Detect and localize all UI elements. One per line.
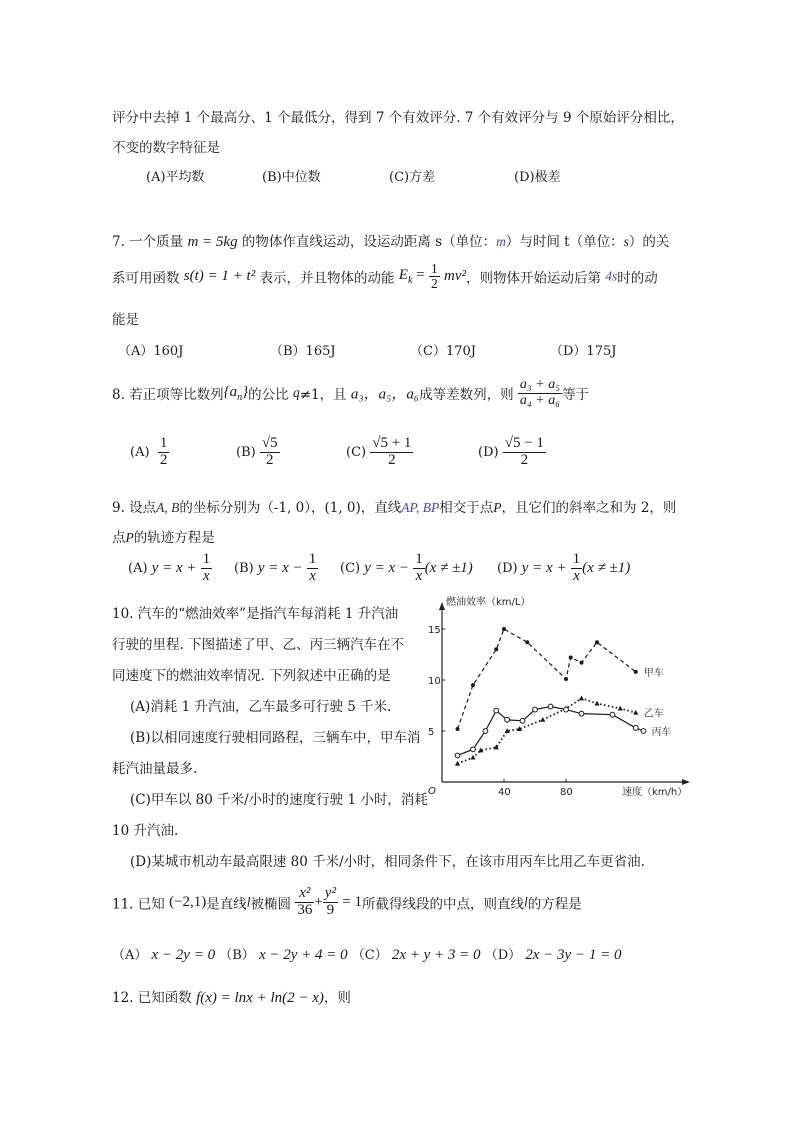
q7-energy-symbol bbox=[398, 267, 425, 287]
x-axis-label: 速度（km/h） bbox=[622, 787, 688, 798]
data-point bbox=[633, 710, 638, 715]
q9-a-fraction bbox=[201, 552, 213, 585]
origin-label: O bbox=[428, 786, 436, 797]
series-label: 丙车 bbox=[651, 727, 672, 738]
q6-option-d: (D)极差 bbox=[514, 170, 561, 185]
q8-text: 等于 bbox=[562, 387, 590, 404]
data-point bbox=[533, 707, 538, 712]
data-point bbox=[548, 704, 553, 709]
q11-text: 是直线 bbox=[206, 896, 247, 913]
q11-e1-num: x² bbox=[295, 886, 314, 903]
q11-d-expr: 2x − 3y − 1 = 0 bbox=[525, 947, 622, 963]
q9-c-fraction bbox=[413, 552, 425, 585]
q9-b-den: x bbox=[309, 567, 316, 584]
q11-text: 所截得线段的中点，则直线 bbox=[361, 896, 524, 913]
q7-unit-m: m bbox=[496, 234, 506, 249]
q8-b-den: 2 bbox=[265, 451, 274, 468]
q9-b-num: 1 bbox=[308, 551, 317, 567]
q8-text: 的公比 bbox=[248, 387, 289, 404]
q9-option-a bbox=[128, 552, 212, 585]
data-point bbox=[579, 696, 584, 701]
q8-d-fraction bbox=[503, 436, 546, 469]
data-point bbox=[470, 755, 475, 760]
q9-d-fraction bbox=[571, 552, 583, 585]
data-point bbox=[494, 647, 498, 651]
q6-option-c: (C)方差 bbox=[389, 170, 436, 185]
q11-point: (−2,1) bbox=[169, 893, 207, 910]
q7-line1 bbox=[112, 230, 669, 251]
q7-half-fraction bbox=[429, 262, 440, 291]
q8-a-num: 1 bbox=[159, 435, 168, 451]
q11-e1-den: 36 bbox=[297, 901, 313, 918]
q7-text: 7. 一个质量 bbox=[112, 234, 184, 250]
q11-plus: + bbox=[314, 893, 323, 910]
q8-seq-end: } bbox=[242, 383, 249, 400]
q12-line1 bbox=[112, 986, 351, 1007]
q9-line1 bbox=[112, 496, 676, 516]
q10-option-c-line2: 10 升汽油. bbox=[112, 823, 179, 839]
q8-c-num: √5 + 1 bbox=[372, 435, 412, 451]
q8-a-fraction bbox=[158, 436, 170, 469]
q9-option-b bbox=[234, 552, 318, 585]
q9-a-den: x bbox=[203, 567, 210, 584]
q8-seq: {a bbox=[223, 383, 238, 400]
data-point bbox=[483, 729, 488, 734]
q7-function: s(t) = 1 + t² bbox=[183, 268, 256, 285]
q7-text: 的物体作直线运动，设运动距离 s（单位： bbox=[241, 234, 497, 250]
data-point bbox=[455, 753, 460, 758]
data-point bbox=[634, 670, 638, 674]
q7-text: 时的动 bbox=[617, 270, 658, 287]
q8-frac-den: a₄ + a₆ bbox=[519, 392, 561, 408]
data-point bbox=[525, 640, 529, 644]
q8-c-fraction bbox=[370, 436, 413, 469]
q9-text: ，且它们的斜率之和为 2，则 bbox=[501, 500, 677, 516]
q7-time: 4s bbox=[605, 268, 618, 284]
q8-d-label: (D) bbox=[478, 444, 499, 460]
q9-text: 9. 设点 bbox=[112, 500, 157, 516]
q8-c-den: 2 bbox=[388, 451, 396, 468]
q8-b-label: (B) bbox=[236, 444, 256, 460]
q11-e2-num: y² bbox=[324, 885, 336, 901]
q9-c-num: 1 bbox=[415, 551, 423, 567]
data-point bbox=[505, 717, 510, 722]
data-point bbox=[520, 718, 525, 723]
q11-d-label: （D） bbox=[484, 948, 522, 963]
q8-d-num: √5 − 1 bbox=[504, 435, 544, 451]
q8-c-label: (C) bbox=[346, 444, 367, 460]
q8-seq-sub: n bbox=[237, 391, 243, 403]
q7-line3: 能是 bbox=[112, 312, 139, 328]
q9-c-cond: (x ≠ ±1) bbox=[424, 559, 473, 576]
q8-ratio-symbol: q bbox=[292, 385, 300, 401]
q9-d-cond: (x ≠ ±1) bbox=[582, 559, 631, 576]
y-tick-label: 15 bbox=[428, 625, 441, 636]
q10-line1: 10. 汽车的“燃油效率”是指汽车每消耗 1 升汽油 bbox=[112, 606, 399, 622]
data-point bbox=[564, 677, 568, 681]
series-label: 甲车 bbox=[643, 667, 664, 679]
q7-text: ）与时间 t（单位： bbox=[505, 234, 624, 250]
series-label: 乙车 bbox=[643, 708, 664, 720]
q11-a-expr: x − 2y = 0 bbox=[151, 947, 216, 963]
q8-a-label: (A) bbox=[130, 444, 150, 460]
q7-mv2: mv² bbox=[443, 268, 466, 285]
q7-text: ，则物体开始运动后第 bbox=[465, 270, 601, 287]
q7-mass: m = 5kg bbox=[187, 234, 238, 250]
data-point bbox=[633, 726, 638, 731]
q7-ek: E bbox=[398, 267, 408, 284]
data-point bbox=[494, 708, 499, 713]
data-point bbox=[502, 627, 506, 631]
q10-line3: 同速度下的燃油效率情况. 下列叙述中正确的是 bbox=[112, 668, 391, 684]
q11-line-l2: l bbox=[523, 894, 528, 910]
q11-c-expr: 2x + y + 3 = 0 bbox=[391, 947, 481, 963]
q8-b-num: √5 bbox=[261, 435, 278, 451]
fuel-efficiency-chart bbox=[420, 596, 700, 806]
q8-d-den: 2 bbox=[520, 451, 529, 468]
data-point bbox=[594, 701, 599, 706]
q9-b-expr: y = x − bbox=[257, 559, 303, 576]
q11-text: 11. 已知 bbox=[112, 896, 165, 913]
y-axis-label: 燃油效率（km/L） bbox=[446, 597, 531, 608]
q7-text: 表示，并且物体的动能 bbox=[259, 270, 395, 287]
q8-text: 8. 若正项等比数列 bbox=[112, 387, 224, 404]
q7-option-a: （A）160J bbox=[118, 344, 184, 359]
data-point bbox=[540, 717, 545, 722]
q8-text: ≠1，且 bbox=[299, 387, 347, 404]
q9-line2 bbox=[112, 526, 215, 546]
q8-option-c bbox=[346, 436, 413, 469]
y-tick-label: 10 bbox=[428, 676, 441, 687]
q9-d-den: x bbox=[573, 567, 580, 584]
q9-text: 的坐标分别为（-1, 0），(1, 0)，直线 bbox=[179, 500, 402, 516]
q8-line1 bbox=[112, 378, 589, 408]
q11-ellipse-x-term bbox=[295, 886, 314, 919]
q7-line2 bbox=[112, 262, 658, 291]
q9-d-num: 1 bbox=[572, 551, 581, 567]
q9-option-d bbox=[497, 552, 630, 585]
q7-text: 系可用函数 bbox=[112, 270, 180, 287]
q9-c-expr: y = x − bbox=[364, 559, 410, 576]
data-point bbox=[610, 712, 615, 717]
q9-d-expr: y = x + bbox=[521, 559, 567, 576]
q11-text: 被椭圆 bbox=[250, 896, 292, 913]
q8-a-den: 2 bbox=[159, 451, 168, 468]
q9-point-p2: P bbox=[125, 530, 134, 545]
q7-unit-s: s bbox=[623, 234, 629, 249]
q9-option-c bbox=[340, 552, 473, 585]
q10-line2: 行驶的里程. 下图描述了甲、乙、丙三辆汽车在不 bbox=[112, 637, 405, 653]
data-point bbox=[579, 711, 584, 716]
q9-text: 的轨迹方程是 bbox=[133, 530, 215, 546]
q8-b-fraction bbox=[260, 436, 280, 469]
q9-b-fraction bbox=[307, 552, 319, 585]
q6-option-a: (A)平均数 bbox=[146, 170, 205, 185]
q10-option-b-line1: (B)以相同速度行驶相同路程，三辆车中，甲车消 bbox=[130, 730, 421, 746]
q11-a-label: （A） bbox=[112, 948, 148, 963]
q9-a-expr: y = x + bbox=[151, 559, 197, 576]
q11-ellipse-y-term bbox=[323, 886, 338, 919]
q9-lines: AP, BP bbox=[401, 500, 440, 515]
q9-point-p: P bbox=[493, 500, 502, 515]
q9-c-den: x bbox=[415, 567, 423, 584]
q12-text: 12. 已知函数 bbox=[112, 990, 192, 1006]
q11-c-label: （C） bbox=[351, 948, 388, 963]
data-point bbox=[595, 640, 599, 644]
q8-option-d bbox=[478, 436, 546, 469]
q7-ek-sub: k bbox=[407, 275, 413, 287]
q6-option-b: (B)中位数 bbox=[262, 170, 321, 185]
q9-d-label: (D) bbox=[497, 560, 518, 576]
q7-option-c: （C）170J bbox=[410, 344, 476, 359]
q9-a-label: (A) bbox=[128, 560, 148, 576]
q9-points: A, B bbox=[156, 500, 180, 515]
q8-option-a bbox=[130, 436, 169, 469]
q9-c-label: (C) bbox=[340, 560, 361, 576]
y-tick-label: 5 bbox=[428, 727, 435, 738]
q9-text: 相交于点 bbox=[439, 500, 494, 516]
q8-terms: a₃，a₅，a₆ bbox=[350, 386, 420, 403]
data-point bbox=[456, 727, 460, 731]
q7-eq: = bbox=[416, 267, 425, 284]
q12-text: ，则 bbox=[323, 990, 351, 1006]
data-point bbox=[564, 707, 569, 712]
q11-e2-den: 9 bbox=[326, 901, 335, 918]
q9-text: 点 bbox=[112, 530, 126, 546]
q11-b-label: （B） bbox=[219, 948, 255, 963]
q9-b-label: (B) bbox=[234, 560, 254, 576]
q7-half-num: 1 bbox=[430, 261, 438, 276]
q8-fraction bbox=[518, 378, 562, 408]
y-axis-arrow bbox=[439, 602, 445, 610]
q7-option-d: （D）175J bbox=[550, 344, 617, 359]
q9-a-num: 1 bbox=[202, 551, 211, 567]
q11-eq: = 1 bbox=[342, 893, 362, 910]
q11-line-l: l bbox=[246, 894, 251, 910]
q7-text: ）的关 bbox=[628, 234, 670, 250]
q10-option-c-line1: (C)甲车以 80 千米/小时的速度行驶 1 小时，消耗 bbox=[130, 792, 428, 808]
x-tick-label: 40 bbox=[498, 787, 511, 798]
q11-text: 的方程是 bbox=[527, 896, 582, 913]
q10-option-a: (A)消耗 1 升汽油，乙车最多可行驶 5 千米. bbox=[130, 699, 392, 715]
data-point bbox=[471, 747, 476, 752]
data-point bbox=[471, 683, 475, 687]
data-point bbox=[580, 661, 584, 665]
q7-half-den: 2 bbox=[430, 276, 438, 292]
q11-options bbox=[112, 944, 621, 964]
q11-line1 bbox=[112, 886, 582, 919]
q6-line2: 不变的数字特征是 bbox=[112, 140, 220, 156]
q8-text: 成等差数列，则 bbox=[419, 387, 514, 404]
data-point bbox=[455, 761, 460, 766]
q10-option-d: (D)某城市机动车最高限速 80 千米/小时，相同条件下，在该市用丙车比用乙车更省油. bbox=[130, 854, 645, 870]
x-axis-arrow bbox=[682, 779, 690, 785]
q11-b-expr: x − 2y + 4 = 0 bbox=[258, 947, 348, 963]
x-tick-label: 80 bbox=[560, 787, 573, 798]
q10-option-b-line2: 耗汽油量最多. bbox=[112, 761, 198, 777]
data-point bbox=[569, 656, 573, 660]
data-point bbox=[618, 706, 623, 711]
q8-frac-num: a₃ + a₅ bbox=[519, 377, 561, 392]
data-point bbox=[641, 729, 646, 734]
q8-sequence bbox=[223, 383, 249, 403]
q8-option-b bbox=[236, 436, 280, 469]
q6-line1: 评分中去掉 1 个最高分、1 个最低分，得到 7 个有效评分. 7 个有效评分与 9 个原始评分相比， bbox=[112, 110, 684, 126]
q7-option-b: （B）165J bbox=[270, 344, 336, 359]
q12-function: f(x) = lnx + ln(2 − x) bbox=[196, 990, 324, 1006]
